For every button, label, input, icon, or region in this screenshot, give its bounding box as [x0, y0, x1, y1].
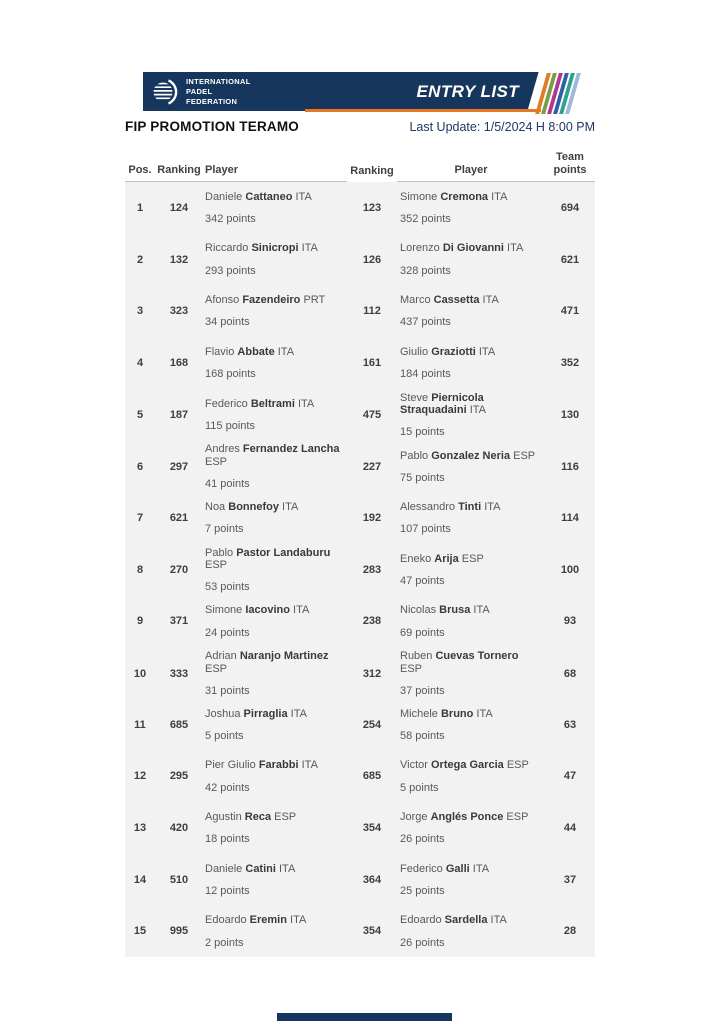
player-2-points: 352 points [400, 213, 451, 225]
player-1-name [205, 650, 345, 675]
player-2-name [400, 242, 543, 254]
player-first-name: Daniele [205, 190, 243, 203]
ranking-2-cell: 354 [362, 925, 382, 938]
player-1-points: 41 points [205, 478, 250, 491]
player-first-name: Andres [205, 443, 240, 456]
player-first-name: Lorenzo [400, 242, 440, 255]
player-nationality: ESP [506, 810, 529, 823]
player-2-points: 437 points [400, 316, 451, 329]
player-1-name [205, 863, 345, 875]
player-1-points: 31 points [205, 684, 250, 697]
player-1-name [205, 759, 345, 771]
player-1-name [205, 811, 345, 823]
player-1-name [205, 708, 345, 720]
pos-cell: 4 [136, 356, 144, 369]
player-1-name [205, 294, 345, 306]
player-2-name [400, 863, 543, 875]
team-points-cell: 28 [563, 925, 577, 938]
player-first-name: Adrian [205, 650, 237, 663]
player-1-cell [203, 751, 347, 803]
ranking-1-cell: 132 [169, 253, 189, 266]
player-first-name: Riccardo [205, 242, 249, 255]
ranking-2-cell: 283 [362, 564, 382, 577]
player-2-name [400, 553, 543, 565]
ranking-2-cell: 475 [362, 409, 382, 422]
table-row [125, 492, 595, 544]
ranking-2-cell: 126 [362, 253, 382, 266]
player-nationality: ESP [400, 662, 423, 675]
ranking-2-cell: 123 [362, 201, 382, 214]
pos-cell: 8 [136, 564, 144, 577]
player-surname: Piernicola Straquadaini [400, 391, 484, 417]
player-1-name [205, 191, 345, 203]
player-2-points: 26 points [400, 833, 445, 846]
player-first-name: Steve [400, 391, 429, 404]
player-2-points: 25 points [400, 884, 445, 897]
team-points-cell: 47 [563, 770, 577, 783]
player-nationality: ITA [290, 914, 307, 927]
player-2-cell [397, 285, 545, 337]
player-2-name [400, 392, 543, 417]
team-points-cell: 114 [561, 511, 579, 524]
player-1-cell [203, 699, 347, 751]
player-nationality: ESP [513, 449, 536, 462]
player-surname: Iacovino [245, 604, 290, 617]
player-2-name [400, 708, 543, 720]
player-1-points: 34 points [205, 316, 250, 329]
player-nationality: ITA [279, 862, 296, 875]
player-2-points: 328 points [400, 264, 451, 277]
player-2-points: 58 points [400, 729, 445, 742]
table-row [125, 647, 595, 699]
player-2-name [400, 294, 543, 306]
player-surname: Abbate [237, 345, 275, 358]
player-nationality: ITA [484, 500, 501, 513]
ranking-2-cell: 238 [362, 615, 382, 628]
player-surname: Pirraglia [243, 707, 288, 720]
pos-cell: 15 [133, 925, 147, 938]
col-header-ranking-2: Ranking [350, 164, 394, 177]
player-surname: Bruno [440, 707, 474, 720]
player-1-points: 18 points [205, 833, 250, 846]
fip-logo-text [186, 77, 251, 106]
player-1-cell [203, 234, 347, 286]
table-row [125, 544, 595, 596]
col-header-player-2: Player [397, 164, 545, 182]
ranking-1-cell: 124 [169, 201, 189, 214]
ranking-2-cell: 354 [362, 822, 382, 835]
pos-cell: 10 [133, 667, 147, 680]
player-surname: Tinti [458, 500, 482, 513]
ranking-1-cell: 685 [169, 718, 189, 731]
player-first-name: Pablo [400, 449, 429, 462]
player-2-points: 47 points [400, 575, 445, 588]
player-2-name [400, 759, 543, 771]
player-1-cell [203, 647, 347, 700]
player-nationality: ESP [205, 559, 228, 572]
player-nationality: ITA [295, 190, 312, 203]
team-points-cell: 44 [563, 822, 577, 835]
pos-cell: 2 [136, 253, 144, 266]
player-1-points: 342 points [205, 213, 256, 225]
team-points-cell: 37 [563, 873, 577, 886]
ranking-1-cell: 187 [169, 409, 189, 422]
table-row [125, 389, 595, 441]
ranking-1-cell: 297 [169, 460, 189, 473]
table-row [125, 182, 595, 234]
player-first-name: Simone [400, 190, 438, 203]
ranking-2-cell: 192 [362, 511, 382, 524]
player-first-name: Federico [400, 862, 443, 875]
player-surname: Di Giovanni [442, 242, 504, 255]
ranking-2-cell: 364 [362, 873, 382, 886]
player-nationality: ESP [205, 662, 228, 675]
player-2-cell [397, 854, 545, 906]
player-1-name [205, 443, 345, 468]
table-row [125, 234, 595, 286]
player-1-cell [203, 802, 347, 854]
player-1-name [205, 242, 345, 254]
player-first-name: Pier Giulio [205, 759, 256, 772]
player-nationality: ITA [490, 914, 507, 927]
player-first-name: Simone [205, 604, 243, 617]
team-points-cell: 68 [563, 667, 577, 680]
team-points-cell: 93 [563, 615, 577, 628]
col-header-pos: Pos. [125, 164, 155, 182]
ranking-1-cell: 295 [169, 770, 189, 783]
player-2-cell [397, 440, 545, 493]
player-1-cell [203, 440, 347, 493]
player-1-cell [203, 854, 347, 906]
player-nationality: ITA [277, 345, 295, 358]
player-first-name: Daniele [205, 862, 243, 875]
player-nationality: ITA [478, 345, 496, 358]
team-points-cell: 116 [561, 460, 579, 473]
player-first-name: Victor [400, 759, 428, 772]
player-1-cell [203, 596, 347, 648]
player-surname: Fernandez Lancha [242, 443, 340, 456]
ranking-1-cell: 323 [169, 305, 189, 318]
ranking-2-cell: 685 [362, 770, 382, 783]
player-first-name: Ruben [400, 650, 433, 663]
player-surname: Cassetta [433, 294, 480, 307]
player-2-cell [397, 596, 545, 648]
player-first-name: Eneko [400, 552, 432, 565]
player-surname: Cattaneo [245, 190, 293, 203]
player-1-points: 7 points [205, 523, 244, 536]
player-surname: Beltrami [250, 397, 295, 410]
table-row [125, 285, 595, 337]
table-row [125, 440, 595, 492]
ranking-1-cell: 168 [169, 356, 189, 369]
player-nationality: PRT [303, 294, 326, 307]
player-first-name: Pablo [205, 546, 234, 559]
player-1-name [205, 914, 345, 926]
ranking-1-cell: 333 [169, 667, 189, 680]
player-surname: Catini [245, 862, 276, 875]
team-points-cell: 63 [563, 718, 577, 731]
player-1-points: 24 points [205, 626, 250, 639]
player-2-cell [397, 647, 545, 700]
player-1-name [205, 501, 345, 513]
player-surname: Galli [445, 862, 470, 875]
player-2-cell [397, 182, 545, 234]
player-2-cell [397, 337, 545, 389]
player-2-name [400, 501, 543, 513]
player-surname: Cuevas Tornero [435, 650, 519, 663]
player-1-cell [203, 182, 347, 234]
player-surname: Reca [244, 810, 272, 823]
fip-logo [152, 77, 251, 106]
logo-line-2: PADEL [186, 86, 213, 96]
player-nationality: ESP [274, 810, 297, 823]
player-first-name: Nicolas [400, 604, 437, 617]
player-surname: Sardella [444, 914, 488, 927]
player-1-points: 42 points [205, 781, 250, 794]
table-body [125, 182, 595, 957]
col-header-player-1: Player [203, 164, 347, 182]
table-row [125, 596, 595, 648]
player-2-points: 37 points [400, 684, 445, 697]
player-surname: Pastor Landaburu [236, 546, 331, 559]
pos-cell: 5 [136, 409, 144, 422]
team-points-cell: 100 [560, 564, 580, 577]
player-first-name: Federico [205, 397, 248, 410]
player-surname: Sinicropi [251, 242, 299, 255]
pos-cell: 14 [133, 873, 147, 886]
team-points-cell: 621 [560, 253, 580, 266]
player-2-cell [397, 906, 545, 958]
player-2-points: 75 points [400, 471, 445, 484]
page-footer-bar [277, 1013, 452, 1021]
fip-ball-icon [152, 78, 180, 106]
player-surname: Naranjo Martinez [239, 650, 329, 663]
player-nationality: ESP [205, 455, 228, 468]
player-2-cell [397, 699, 545, 751]
player-first-name: Michele [400, 707, 438, 720]
pos-cell: 9 [136, 615, 144, 628]
player-surname: Graziotti [431, 345, 476, 358]
player-nationality: ITA [290, 707, 307, 720]
player-1-cell [203, 285, 347, 337]
table-row [125, 751, 595, 803]
player-surname: Eremin [249, 914, 287, 927]
player-1-cell [203, 544, 347, 597]
table-row [125, 906, 595, 958]
banner-title: ENTRY LIST [416, 81, 519, 101]
player-1-points: 293 points [205, 264, 256, 277]
player-nationality: ITA [297, 397, 315, 410]
col-header-ranking-1: Ranking [155, 164, 203, 182]
player-first-name: Alessandro [400, 500, 456, 513]
player-surname: Brusa [439, 604, 471, 617]
player-first-name: Joshua [205, 707, 241, 720]
player-2-name [400, 191, 543, 203]
logo-line-3: FEDERATION [186, 96, 238, 106]
pos-cell: 12 [133, 770, 147, 783]
ranking-2-cell: 161 [362, 356, 382, 369]
player-surname: Ortega Garcia [430, 759, 504, 772]
ranking-1-cell: 995 [169, 925, 189, 938]
player-first-name: Noa [205, 500, 226, 513]
ranking-2-cell: 227 [362, 460, 382, 473]
player-2-name [400, 604, 543, 616]
event-title: FIP PROMOTION TERAMO [125, 119, 300, 134]
player-2-cell [397, 544, 545, 597]
pos-cell: 7 [136, 511, 144, 524]
banner-stripes [535, 73, 581, 114]
player-nationality: ITA [507, 242, 524, 255]
team-points-cell: 694 [560, 201, 580, 214]
col-header-team-points: Team points [545, 151, 595, 182]
player-1-points: 53 points [205, 581, 250, 594]
player-1-points: 2 points [205, 936, 244, 949]
ranking-2-cell: 312 [362, 667, 382, 680]
player-first-name: Afonso [205, 294, 240, 307]
ranking-1-cell: 510 [169, 873, 189, 886]
player-2-cell [397, 802, 545, 854]
player-1-points: 168 points [205, 368, 256, 381]
player-2-cell [397, 389, 545, 442]
player-nationality: ITA [472, 862, 490, 875]
player-2-name [400, 811, 543, 823]
player-1-name [205, 604, 345, 616]
ranking-1-cell: 621 [169, 511, 189, 524]
player-2-points: 184 points [400, 368, 451, 381]
player-2-points: 69 points [400, 626, 445, 639]
header-banner [143, 72, 563, 112]
team-points-cell: 130 [560, 409, 580, 422]
player-first-name: Marco [400, 294, 431, 307]
player-first-name: Jorge [400, 810, 428, 823]
player-2-points: 26 points [400, 936, 445, 949]
ranking-1-cell: 371 [169, 615, 189, 628]
player-2-cell [397, 234, 545, 286]
player-surname: Farabbi [258, 759, 299, 772]
player-2-name [400, 346, 543, 358]
player-first-name: Agustin [205, 810, 242, 823]
player-2-name [400, 450, 543, 462]
player-1-name [205, 398, 345, 410]
player-2-points: 15 points [400, 426, 445, 439]
player-surname: Fazendeiro [242, 294, 301, 307]
player-1-points: 5 points [205, 729, 244, 742]
player-first-name: Edoardo [205, 914, 247, 927]
player-1-name [205, 547, 345, 572]
table-row [125, 699, 595, 751]
player-1-points: 12 points [205, 884, 250, 897]
player-nationality: ESP [506, 759, 529, 772]
player-first-name: Giulio [400, 345, 429, 358]
team-points-cell: 352 [560, 356, 580, 369]
player-nationality: ITA [301, 759, 318, 772]
player-nationality: ITA [482, 294, 499, 307]
player-2-points: 5 points [400, 781, 439, 794]
player-surname: Bonnefoy [228, 500, 279, 513]
pos-cell: 3 [136, 305, 144, 318]
player-1-cell [203, 492, 347, 544]
ranking-2-cell: 112 [363, 305, 381, 318]
player-nationality: ITA [293, 604, 310, 617]
player-1-cell [203, 389, 347, 442]
table-row [125, 802, 595, 854]
player-2-points: 107 points [400, 523, 451, 536]
player-surname: Cremona [440, 190, 489, 203]
table-header [125, 150, 595, 182]
player-surname: Anglés Ponce [430, 810, 504, 823]
table-row [125, 337, 595, 389]
table-row [125, 854, 595, 906]
player-2-cell [397, 751, 545, 803]
ranking-1-cell: 420 [169, 822, 189, 835]
player-1-points: 115 points [205, 420, 255, 433]
player-2-name [400, 914, 543, 926]
player-nationality: ITA [476, 707, 493, 720]
player-nationality: ITA [469, 404, 486, 417]
player-first-name: Edoardo [400, 914, 442, 927]
player-nationality: ITA [282, 500, 299, 513]
entry-list-table [125, 150, 595, 957]
ranking-2-cell: 254 [362, 718, 382, 731]
player-1-cell [203, 906, 347, 958]
player-nationality: ESP [461, 552, 484, 565]
player-1-cell [203, 337, 347, 389]
player-nationality: ITA [473, 604, 490, 617]
player-2-name [400, 650, 543, 675]
player-first-name: Flavio [205, 345, 235, 358]
pos-cell: 11 [134, 718, 146, 731]
player-2-cell [397, 492, 545, 544]
team-points-cell: 471 [560, 305, 580, 318]
player-1-name [205, 346, 345, 358]
pos-cell: 13 [133, 822, 147, 835]
ranking-1-cell: 270 [169, 564, 189, 577]
player-nationality: ITA [491, 190, 508, 203]
pos-cell: 6 [136, 460, 144, 473]
last-update: Last Update: 1/5/2024 H 8:00 PM [409, 120, 595, 134]
subheader [125, 119, 595, 134]
player-surname: Gonzalez Neria [431, 449, 511, 462]
pos-cell: 1 [136, 201, 144, 214]
logo-line-1: INTERNATIONAL [186, 77, 251, 86]
player-nationality: ITA [301, 242, 318, 255]
player-surname: Arija [434, 552, 459, 565]
